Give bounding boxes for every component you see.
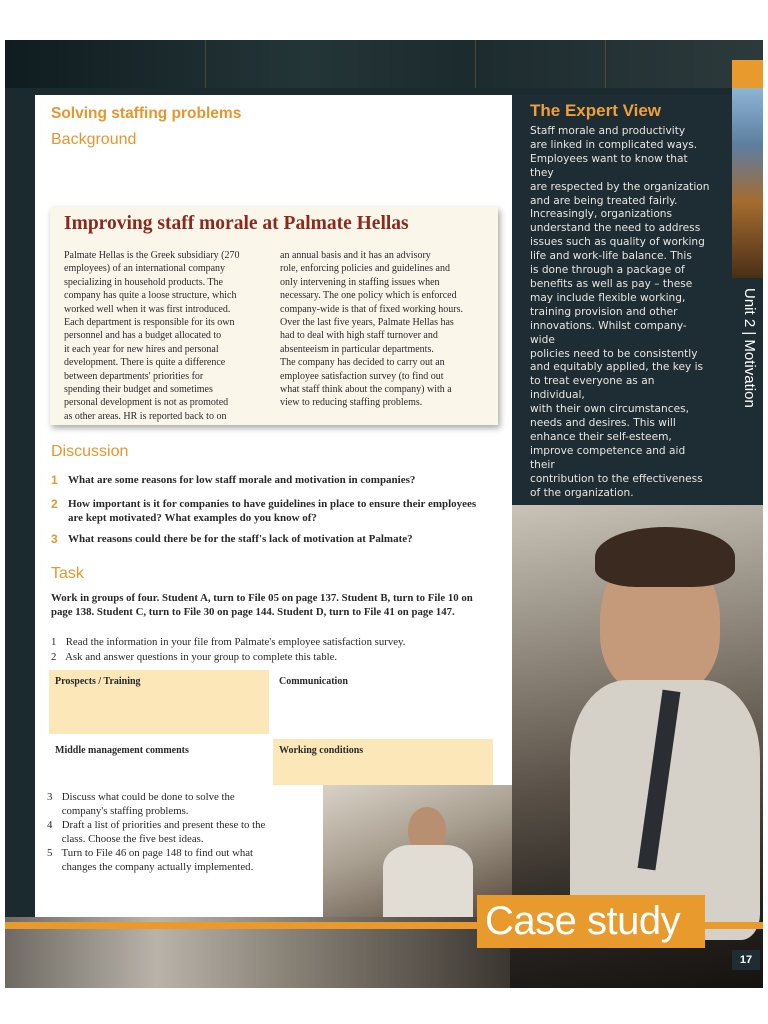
page-heading: Solving staffing problems bbox=[51, 105, 242, 122]
building-photo bbox=[732, 88, 763, 278]
table-cell-prospects: Prospects / Training bbox=[49, 670, 269, 734]
unit-side-tab bbox=[732, 278, 763, 510]
task-step: 2 Ask and answer questions in your group to complete this table. bbox=[51, 651, 338, 663]
article-title: Improving staff morale at Palmate Hellas bbox=[64, 213, 409, 234]
task-step: 3 Discuss what could be done to solve the company's staffing problems. bbox=[47, 791, 235, 817]
task-heading: Task bbox=[51, 565, 84, 582]
article-column-2: an annual basis and it has an advisory role, enforcing policies and guidelines and only intervening in staffing issues when necessary. The one policy which is enforced company-wide is that of fixed working hours. Over the last five years, Palmate Hellas has had to deal with high staff turnover and absenteeism in particular departments. The company has decided to carry out an employee satisfaction survey (to find out what staff think about the company) with a view to reducing staffing problems. bbox=[280, 250, 464, 409]
background-heading: Background bbox=[51, 131, 137, 148]
expert-view-title: The Expert View bbox=[530, 101, 662, 120]
discussion-question: 3 What reasons could there be for the staff's lack of motivation at Palmate? bbox=[51, 532, 413, 546]
discussion-question: 1 What are some reasons for low staff morale and motivation in companies? bbox=[51, 473, 416, 487]
page-scan bbox=[5, 40, 763, 988]
discussion-heading: Discussion bbox=[51, 443, 129, 460]
top-photo-band bbox=[5, 40, 763, 88]
task-instructions: Work in groups of four. Student A, turn to File 05 on page 137. Student B, turn to File 10 on page 138. Student C, turn to File 30 on page 144. Student D, turn to File 41 on page 147. bbox=[51, 592, 473, 618]
table-cell-management: Middle management comments bbox=[49, 739, 269, 803]
task-step: 4 Draft a list of priorities and present these to the class. Choose the five best ideas. bbox=[47, 819, 266, 845]
task-steps-continued bbox=[35, 785, 323, 917]
unit-label: Unit 2 | Motivation bbox=[741, 288, 758, 408]
background-article bbox=[50, 207, 498, 425]
task-step: 5 Turn to File 46 on page 148 to find out what changes the company actually implemented. bbox=[47, 847, 254, 873]
task-step: 1 Read the information in your file from Palmate's employee satisfaction survey. bbox=[51, 636, 406, 648]
case-study-label: Case study bbox=[485, 899, 681, 943]
discussion-question: 2 How important is it for companies to have guidelines in place to ensure their employees are kept motivated? What examples do you know of? bbox=[51, 497, 477, 524]
corner-accent bbox=[732, 60, 763, 88]
case-study-banner bbox=[477, 895, 705, 948]
table-cell-conditions: Working conditions bbox=[273, 739, 493, 811]
expert-view-text: Staff morale and productivity are linked in complicated ways. Employees want to know that they are respected by the organization and are being treated fairly. Increasingly, organizations understand the need to address issues such as quality of working life and work-life balance. This is done through a package of benefits as well as pay – these may include flexible working, training provision and other innovations. Whilst company-wide policies need to be consistently and equitably applied, the key is to treat everyone as an individual, with their own circumstances, needs and desires. This will enhance their self-esteem, improve competence and aid their contribution to the effectiveness of the organization. bbox=[530, 125, 710, 499]
page-number: 17 bbox=[732, 950, 760, 970]
table-cell-communication: Communication bbox=[273, 670, 493, 734]
expert-view-panel bbox=[510, 95, 732, 505]
article-column-1: Palmate Hellas is the Greek subsidiary (270 employees) of an international company specializing in household products. The company has quite a loose structure, which worked well when it was first introduced. Each department is responsible for its own personnel and has a budget allocated to it each year for new hires and personal development. There is quite a difference between departments' priorities for spending their budget and sometimes personal development is not as promoted as other areas. HR is reported back to on bbox=[64, 250, 240, 422]
